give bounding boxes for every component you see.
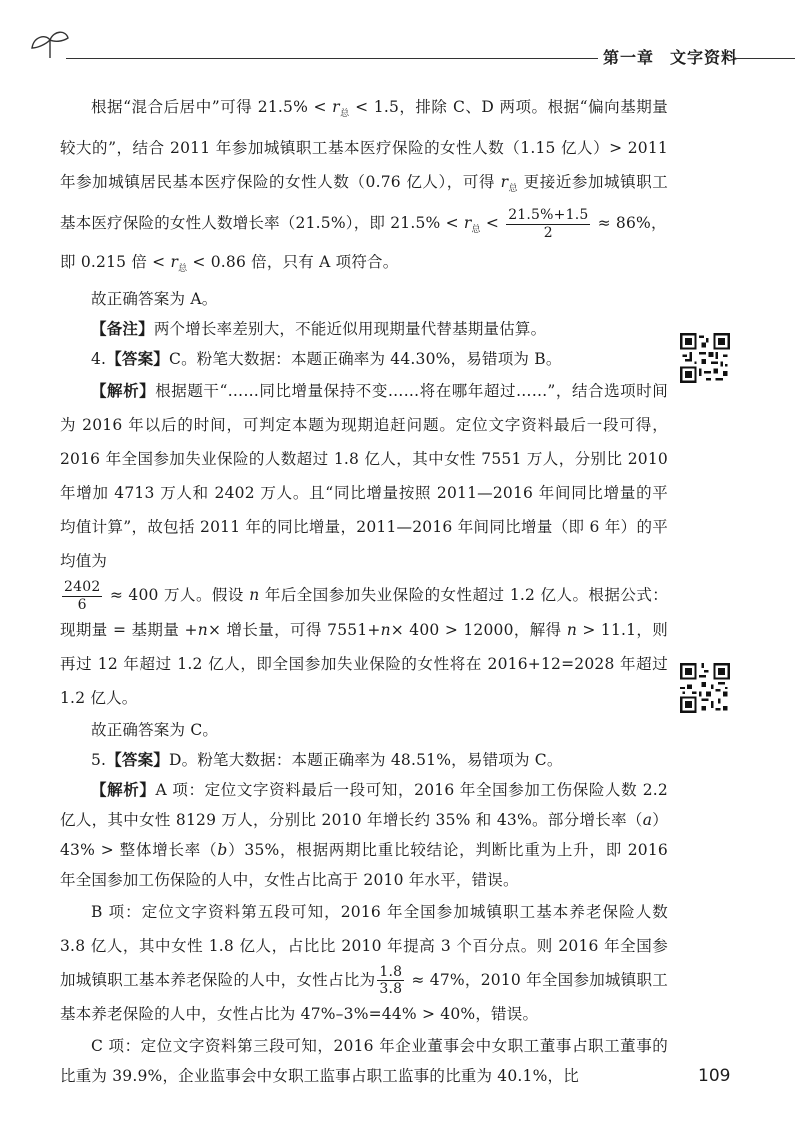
answer-label: 【答案】 [106, 349, 170, 368]
qr-code-icon[interactable] [680, 333, 730, 383]
question-4-analysis: 【解析】根据题干“……同比增量保持不变……将在哪年超过……”，结合选项时间为 2016 年以后的时间，可判定本题为现期追赶问题。定位文字资料最后一段可得，2016 年全国参加失业保险的人数超过 1.8 亿人，其中女性 7551 万人，分别比 2010 年增加 4713 万人和 2402 万人。且“同比增量按照 2011—2016 年间同比增量的平均值计算”，故包括 2011 年的同比增量，2011—2016 年间同比增量（即 6 年）的平均值为 $\frac{2402}{6}$ ≈ 400 万人。假设 n 年后全国参加失业保险的女性超过 1.2 亿人。根据公式：现期量 = 基期量 +n× 增长量，可得 7551+n× 400 > 12000，解得 n > 11.1，则再过 12 年超过 1.2 亿人，即全国参加失业保险的女性将在 2016+12=2028 年超过 1.2 亿人。 [60, 381, 669, 707]
answer-label: 【答案】 [106, 749, 170, 769]
page-header [0, 0, 800, 70]
body-text [60, 90, 668, 1091]
qr-code-icon[interactable] [680, 663, 730, 713]
chapter-label: 第一章 [603, 48, 655, 67]
question-5-analysis-a: 【解析】A 项：定位文字资料最后一段可知，2016 年全国参加工伤保险人数 2.2 亿人，其中女性 8129 万人，分别比 2010 年增长约 35% 和 43%。部分增长率（a）43% > 整体增长率（b）35%，根据两期比重比较结论，判断比重为上升，即 2016 年全国参加工伤保险的人中，女性占比高于 2010 年水平，错误。 [60, 779, 668, 889]
fraction-2402-6: $\frac{2402}{6}$ [64, 579, 101, 613]
answer-line-a: 故正确答案为 A。 [91, 290, 218, 308]
question-5-answer: 5.【答案】D。粉笔大数据：本题正确率为 48.51%，易错项为 C。 [91, 749, 563, 769]
paragraph-mixing-conclusion: 即 0.215 倍 < $r_总 < 0.86$ 倍，只有 A 项符合。 [60, 253, 399, 274]
page-number: 109 [698, 1066, 731, 1086]
analysis-label: 【解析】 [91, 381, 156, 400]
question-4-answer: 4.【答案】C。粉笔大数据：本题正确率为 44.30%，易错项为 B。 [91, 349, 562, 368]
analysis-label: 【解析】 [91, 779, 156, 799]
section-label: 文字资料 [670, 48, 739, 67]
note-label: 【备注】 [91, 319, 154, 338]
leaf-icon [28, 26, 74, 60]
paragraph-mixing-analysis: 根据“混合后居中”可得 $21.5\% < r_总 < 1.5$，排除 C、D 两项。根据“偏向基期量较大的”，结合 2011 年参加城镇职工基本医疗保险的女性人数（1.15 亿人）> 2011 年参加城镇居民基本医疗保险的女性人数（0.76 亿人），可得 $r_总$ 更接近参加城镇职工基本医疗保险的女性人数增长率（21.5%），即 $21.5\% < r_总$ < $\frac{21.5\%+1.5}{2}$ ≈ 86%， [60, 98, 669, 241]
question-5-analysis-c: C 项：定位文字资料第三段可知，2016 年企业董事会中女职工董事占职工董事的比重为 39.9%，企业监事会中女职工监事占职工监事的比重为 40.1%，比 [60, 1037, 668, 1086]
note-paragraph: 【备注】两个增长率差别大，不能近似用现期量代替基期量估算。 [91, 319, 547, 338]
question-5-analysis-b: B 项：定位文字资料第五段可知，2016 年全国参加城镇职工基本养老保险人数 3.8 亿人，其中女性 1.8 亿人，占比比 2010 年提高 3 个百分点。则 2016 年全国参加城镇职工基本养老保险的人中，女性占比为 $\frac{1.8}{3.8}$ ≈ 47%，2010 年全国参加城镇职工基本养老保险的人中，女性占比为 47%–3%=44% > 40%，错误。 [60, 902, 668, 1024]
fraction-mix: $\frac{21.5\%+1.5}{2}$ [508, 207, 589, 241]
chapter-title [603, 45, 738, 68]
answer-line-c: 故正确答案为 C。 [91, 720, 219, 739]
fraction-1.8-3.8: $\frac{1.8}{3.8}$ [379, 964, 403, 998]
header-rule-right [735, 58, 795, 59]
header-rule-left [66, 58, 598, 59]
